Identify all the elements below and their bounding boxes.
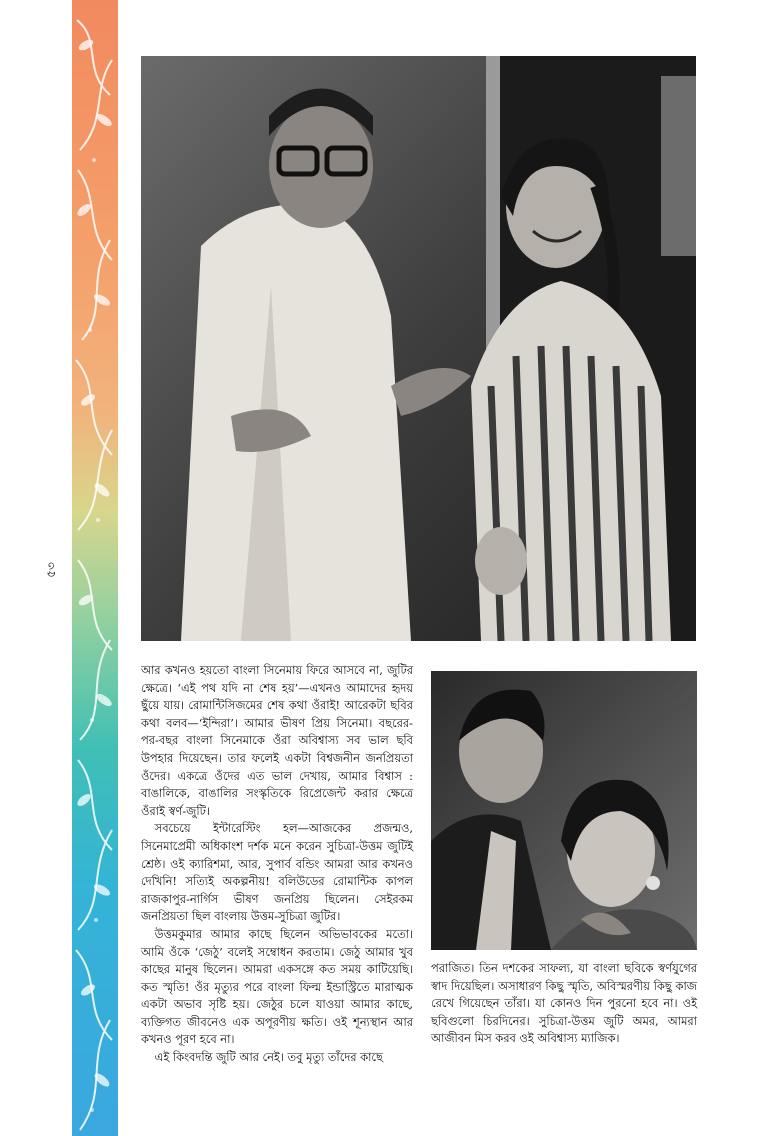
main-film-still-graphic [141, 56, 696, 641]
article-paragraph: উত্তমকুমার আমার কাছে ছিলেন অভিভাবকের মতো। আমি ওঁকে ‘জেঠু’ বলেই সম্বোধন করতাম। জেঠু আমার খুব কাছের মানুষ ছিলেন। আমরা একসঙ্গে কত সময় কাটিয়েছি। কত স্মৃতি! ওঁর মৃত্যুর পরে বাংলা ফিল্ম ইন্ডাস্ট্রিতে মারাত্মক একটা অভাব সৃষ্টি হয়। জেঠুর চলে যাওয়া আমার কাছে, ব্যক্তিগত জীবনেও এক অপূরণীয় ক্ষতি। ওই শূন্যস্থান আর কখনও পূরণ হবে না। [141, 926, 413, 1047]
second-film-still-graphic [431, 671, 697, 950]
article-paragraph: আর কখনও হয়তো বাংলা সিনেমায় ফিরে আসবে না, জুটির ক্ষেত্রে। ‘এই পথ যদি না শেষ হয়’—এখনও আমাদের হৃদয় ছুঁয়ে যায়। রোমান্টিসিজমের শেষ কথা ওঁরাই! আরেকটা ছবির কথা বলব—‘ইন্দিরা’। আমার ভীষণ প্রিয় সিনেমা। বছরের-পর-বছর বাংলা সিনেমাকে ওঁরা অবিশ্বাস্য সব ভাল ছবি উপহার দিয়েছেন। তার ফলেই একটা বিশ্বজনীন জনপ্রিয়তা ওঁদের। একত্রে ওঁদের এত ভাল দেখায়, আমার বিশ্বাস : বাঙালিকে, বাঙালির সংস্কৃতিকে রিপ্রেজেন্ট করার ক্ষেত্রে ওঁরাই স্বর্ণ-জুটি। [141, 663, 413, 818]
floral-pattern [72, 0, 118, 1136]
article-paragraph: পরাজিত। তিন দশকের সাফল্য, যা বাংলা ছবিকে স্বর্ণযুগের স্বাদ দিয়েছিল। অসাধারণ কিছু স্মৃতি, অবিস্মরণীয় কিছু কাজ রেখে গিয়েছেন তাঁরা। যা কোনও দিন পুরনো হবে না। ওই ছবিগুলো চিরদিনের। সুচিত্রা-উত্তম জুটি অমর, আমরা আজীবন মিস করব ওই অবিশ্বাস্য ম্যাজিক। [431, 961, 697, 1046]
article-paragraph: সবচেয়ে ইন্টারেস্টিং হল—আজকের প্রজন্মও, সিনেমাপ্রেমী অধিকাংশ দর্শক মনে করেন সুচিত্রা-উত্তম জুটিই শ্রেষ্ঠ। ওই ক্যারিশমা, আর, সুপার্ব বন্ডিং আমরা আর কখনও দেখিনি! সত্যিই অকল্পনীয়! বলিউডের রোমান্টিক কাপল রাজকাপুর-নার্গিস ভীষণ জনপ্রিয় ছিলেন। সেইরকম জনপ্রিয়তা ছিল বাংলায় উত্তম-সুচিত্রা জুটির। [141, 821, 413, 924]
article-left-column [141, 662, 413, 1067]
main-film-still [141, 56, 696, 641]
article-right-column [431, 960, 697, 1048]
page-number: ৫৩ [44, 562, 58, 578]
decorative-floral-border [72, 0, 118, 1136]
second-film-still [431, 671, 697, 950]
article-paragraph: এই কিংবদন্তি জুটি আর নেই। তবু মৃত্যু তাঁদের কাছে [154, 1050, 383, 1065]
